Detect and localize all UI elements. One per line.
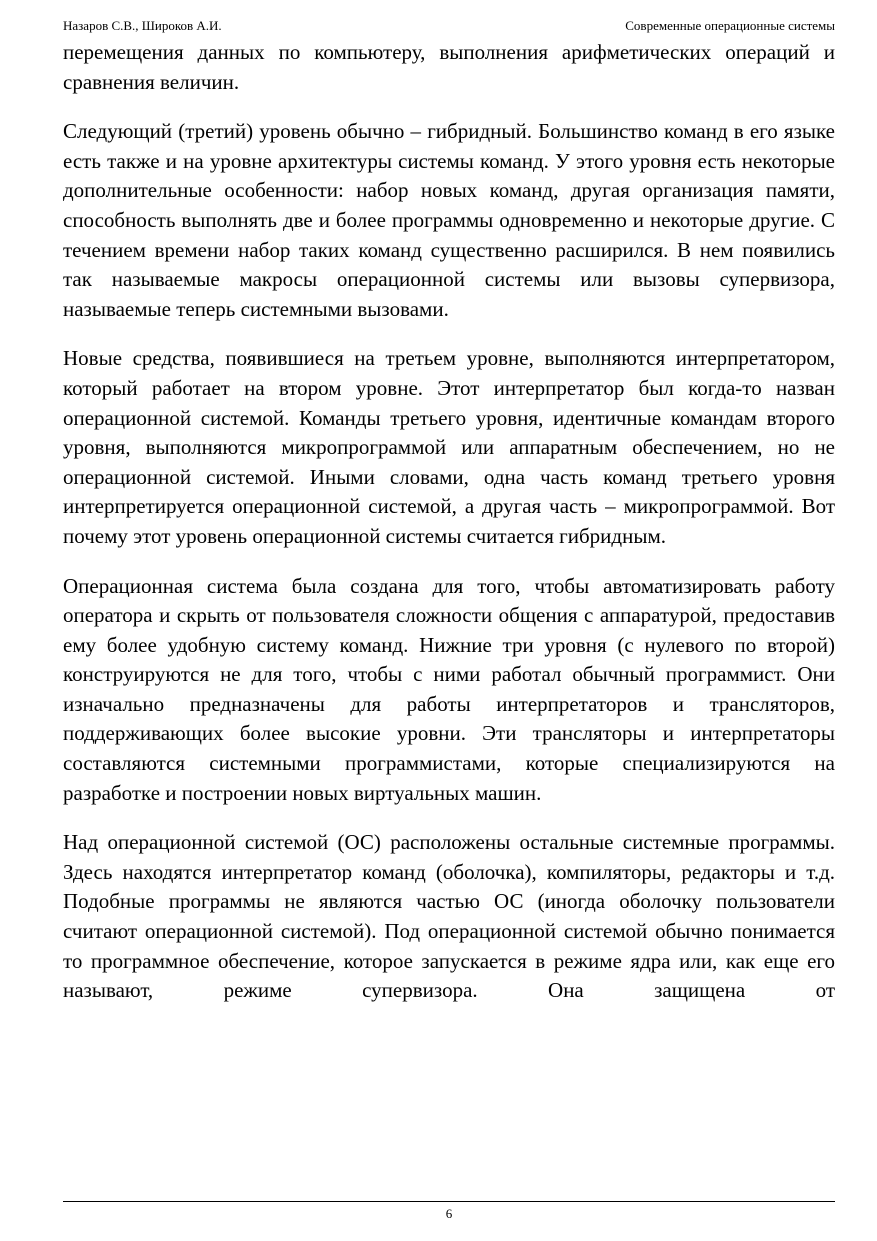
- paragraph-5: Над операционной системой (ОС) расположены остальные системные программы. Здесь находятся интерпретатор команд (оболочка), компиляторы, редакторы и т.д. Подобные программы не являются частью ОС (иногда оболочку пользователи считают операционной системой). Под операционной системой обычно понимается то программное обеспечение, которое запускается в режиме ядра или, как еще его называют, режиме супервизора. Она защищена от: [63, 830, 835, 1003]
- header-book-title: Современные операционные системы: [625, 18, 835, 33]
- page-body: [63, 38, 835, 1006]
- footer-divider: [63, 1201, 835, 1202]
- paragraph-2: Следующий (третий) уровень обычно – гибридный. Большинство команд в его языке есть также и на уровне архитектуры системы команд. У этого уровня есть некоторые дополнительные особенности: набор новых команд, другая организация памяти, способность выполнять две и более программы одновременно и некоторые другие. С течением времени набор таких команд существенно расширился. В нем появились так называемые макросы операционной системы или вызовы супервизора, называемые теперь системными вызовами.: [63, 119, 835, 321]
- paragraph-3: Новые средства, появившиеся на третьем уровне, выполняются интерпретатором, который работает на втором уровне. Этот интерпретатор был когда-то назван операционной системой. Команды третьего уровня, идентичные командам второго уровня, выполняются микропрограммой или аппаратным обеспечением, но не операционной системой. Иными словами, одна часть команд третьего уровня интерпретируется операционной системой, а другая часть – микропрограммой. Вот почему этот уровень операционной системы считается гибридным.: [63, 346, 835, 548]
- page-number: 6: [445, 1206, 453, 1221]
- header-authors: Назаров С.В., Широков А.И.: [63, 18, 222, 33]
- running-header: [63, 16, 835, 36]
- paragraph-1: перемещения данных по компьютеру, выполнения арифметических операций и сравнения величин.: [63, 40, 835, 94]
- paragraph-4: Операционная система была создана для того, чтобы автоматизировать работу оператора и скрыть от пользователя сложности общения с аппаратурой, предоставив ему более удобную систему команд. Нижние три уровня (с нулевого по второй) конструируются не для того, чтобы с ними работал обычный программист. Они изначально предназначены для работы интерпретаторов и трансляторов, поддерживающих более высокие уровни. Эти трансляторы и интерпретаторы составляются системными программистами, которые специализируются на разработке и построении новых виртуальных машин.: [63, 573, 835, 805]
